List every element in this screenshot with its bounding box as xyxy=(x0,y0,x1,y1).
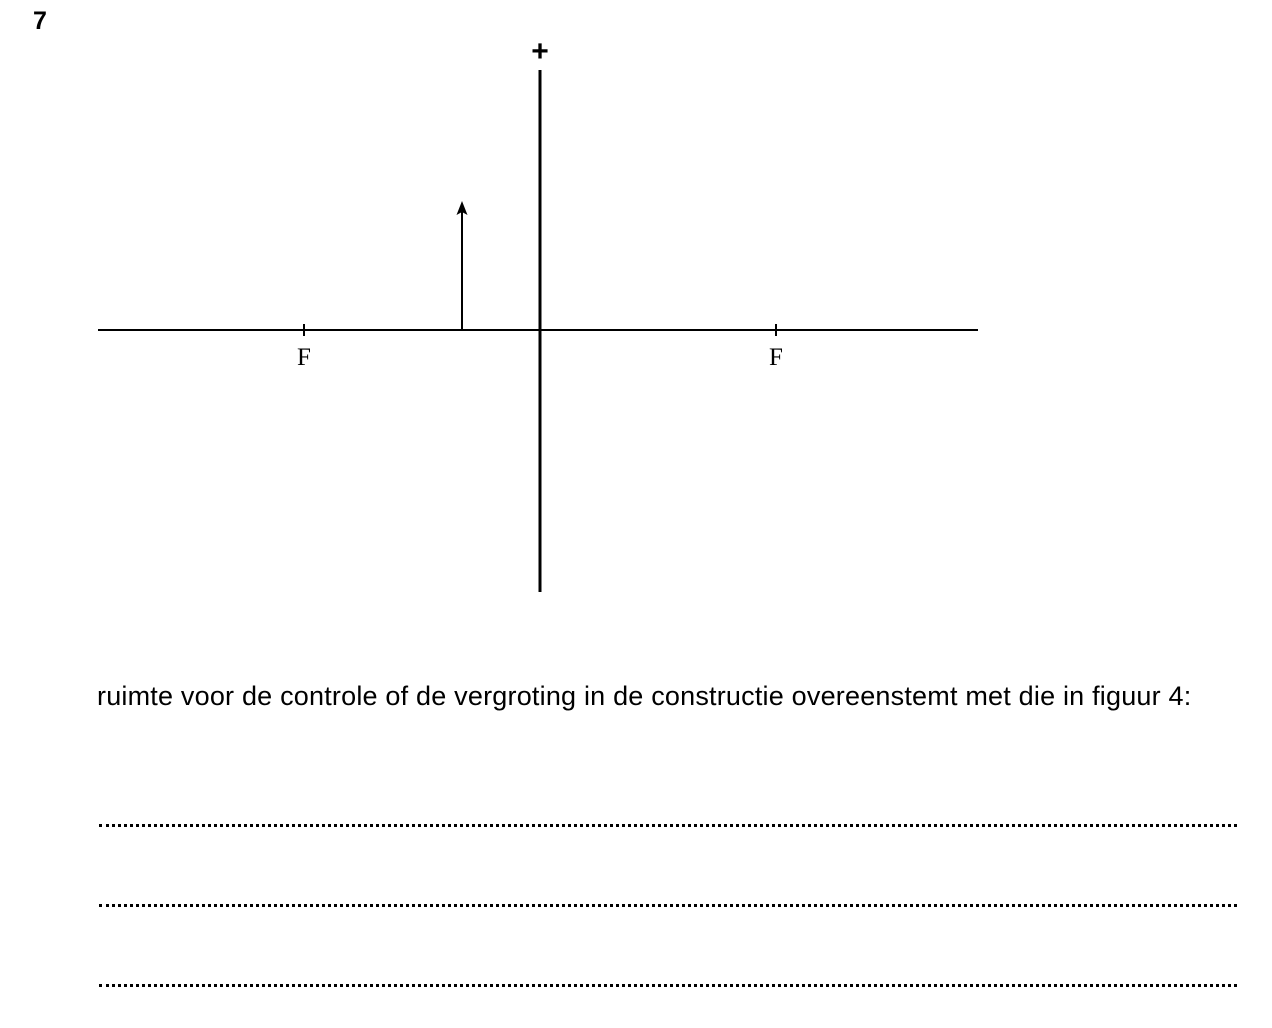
lens-sign: + xyxy=(531,35,549,68)
answer-line-3[interactable] xyxy=(99,984,1237,987)
answer-prompt: ruimte voor de controle of de vergroting in de constructie overeenstemt met die in figuur 4: xyxy=(97,681,1192,711)
answer-line-1[interactable] xyxy=(99,824,1237,827)
focal-label-right: F xyxy=(769,344,783,371)
question-number: 7 xyxy=(33,7,47,35)
focal-label-left: F xyxy=(297,344,311,371)
answer-line-2[interactable] xyxy=(99,904,1237,907)
